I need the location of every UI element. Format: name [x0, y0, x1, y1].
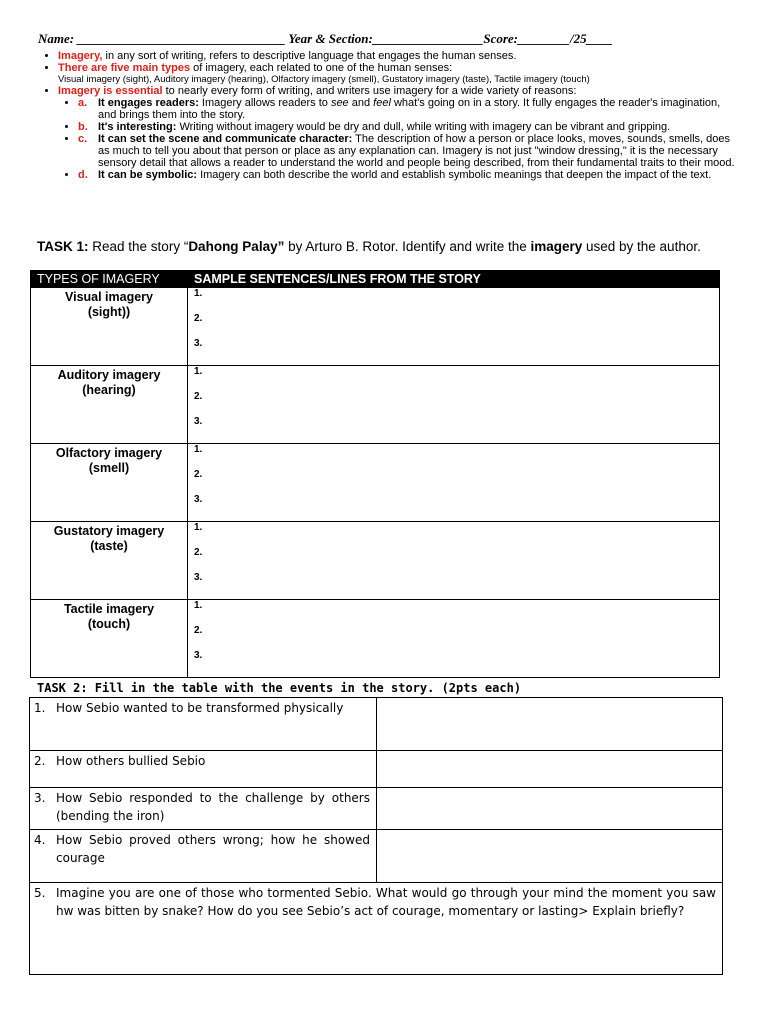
event-question-cell: 4. How Sebio proved others wrong; how he showed courage: [30, 830, 377, 883]
imagery-type-cell: Olfactory imagery (smell): [31, 444, 188, 522]
imagery-table: [30, 270, 720, 678]
events-table: [29, 697, 723, 975]
intro-bullet-essential: • Imagery is essential to nearly every form of writing, and writers use imagery for a wide variety of reasons: • a. It engages readers: Imagery allows readers to see and feel what's going on in a story. It fully engages the reader's imagination, and brings them into the story. • b. It's interesting: Writing without imagery would be dry and dull, while writing with imagery can be vibrant and gripping. • c. It can set the scene and communicate character: The description of how a person or place looks, moves, sounds, smells, does as much to tell you about that person or place as any explanation can. Imagery is not just "window dressing," it is the necessary sensory detail that allows a reader to understand the world and people being described, from their fundamental traits to their mood. • d. It can be symbolic: Imagery can both describe the world and establish symbolic meanings that deepen the impact of the text.: [58, 85, 738, 181]
table-row: [30, 788, 723, 830]
table-row: [30, 830, 723, 883]
intro-bullet-types: • There are five main types of imagery, each related to one of the human senses: Visual imagery (sight), Auditory imagery (hearing), Olfactory imagery (smell), Gustatory imagery (taste), Tactile imagery (touch): [58, 62, 738, 85]
reflection-question-cell[interactable]: 5. Imagine you are one of those who tormented Sebio. What would go through your mind the moment you saw hw was bitten by snake? How do you see Sebio’s act of courage, momentary or lasting> Explain briefly?: [30, 883, 723, 975]
task2-heading: TASK 2: Fill in the table with the events in the story. (2pts each): [37, 681, 522, 695]
answer-cell[interactable]: 1. 2. 3.: [188, 366, 720, 444]
reason-c: • c. It can set the scene and communicate character: The description of how a person or place looks, moves, sounds, smells, does as much to tell you about that person or place as any explanation can. Imagery is not just "window dressing," it is the necessary sensory detail that allows a reader to understand the world and people being described, from their fundamental traits to their mood.: [78, 133, 738, 169]
table-row: [30, 698, 723, 751]
event-answer-cell[interactable]: [377, 698, 723, 751]
imagery-type-cell: Tactile imagery (touch): [31, 600, 188, 678]
imagery-type-cell: Visual imagery (sight)): [31, 288, 188, 366]
reason-a: • a. It engages readers: Imagery allows readers to see and feel what's going on in a story. It fully engages the reader's imagination, and brings them into the story.: [78, 97, 738, 121]
event-question-cell: 1. How Sebio wanted to be transformed physically: [30, 698, 377, 751]
table-row: [31, 600, 720, 678]
event-question-cell: 3. How Sebio responded to the challenge by others (bending the iron): [30, 788, 377, 830]
table-row: [31, 366, 720, 444]
table-row: [31, 444, 720, 522]
table-row: [30, 751, 723, 788]
imagery-introduction: [38, 50, 738, 181]
table-row: [31, 288, 720, 366]
reason-b: • b. It's interesting: Writing without imagery would be dry and dull, while writing with imagery can be vibrant and gripping.: [78, 121, 738, 133]
imagery-types-list: Visual imagery (sight), Auditory imagery (hearing), Olfactory imagery (smell), Gustatory imagery (taste), Tactile imagery (touch): [58, 74, 590, 85]
intro-bullet-definition: • Imagery, in any sort of writing, refers to descriptive language that engages the human senses.: [58, 50, 738, 62]
answer-cell[interactable]: 1. 2. 3.: [188, 600, 720, 678]
event-answer-cell[interactable]: [377, 788, 723, 830]
imagery-table-header: [31, 271, 720, 288]
answer-cell[interactable]: 1. 2. 3.: [188, 288, 720, 366]
imagery-type-cell: Auditory imagery (hearing): [31, 366, 188, 444]
answer-cell[interactable]: 1. 2. 3.: [188, 522, 720, 600]
table-row[interactable]: [30, 883, 723, 975]
answer-cell[interactable]: 1. 2. 3.: [188, 444, 720, 522]
types-of-imagery-header: TYPES OF IMAGERY: [31, 271, 188, 288]
table-row: [31, 522, 720, 600]
imagery-type-cell: Gustatory imagery (taste): [31, 522, 188, 600]
event-answer-cell[interactable]: [377, 830, 723, 883]
task1-instructions: TASK 1: Read the story “Dahong Palay” by Arturo B. Rotor. Identify and write the imagery used by the author.: [37, 239, 701, 254]
name-year-score-line: Name: ________________________________ Year & Section:_________________Score:________/25____: [38, 31, 613, 46]
sample-sentences-header: SAMPLE SENTENCES/LINES FROM THE STORY: [188, 271, 720, 288]
event-answer-cell[interactable]: [377, 751, 723, 788]
reason-d: • d. It can be symbolic: Imagery can both describe the world and establish symbolic meanings that deepen the impact of the text.: [78, 169, 738, 181]
event-question-cell: 2. How others bullied Sebio: [30, 751, 377, 788]
